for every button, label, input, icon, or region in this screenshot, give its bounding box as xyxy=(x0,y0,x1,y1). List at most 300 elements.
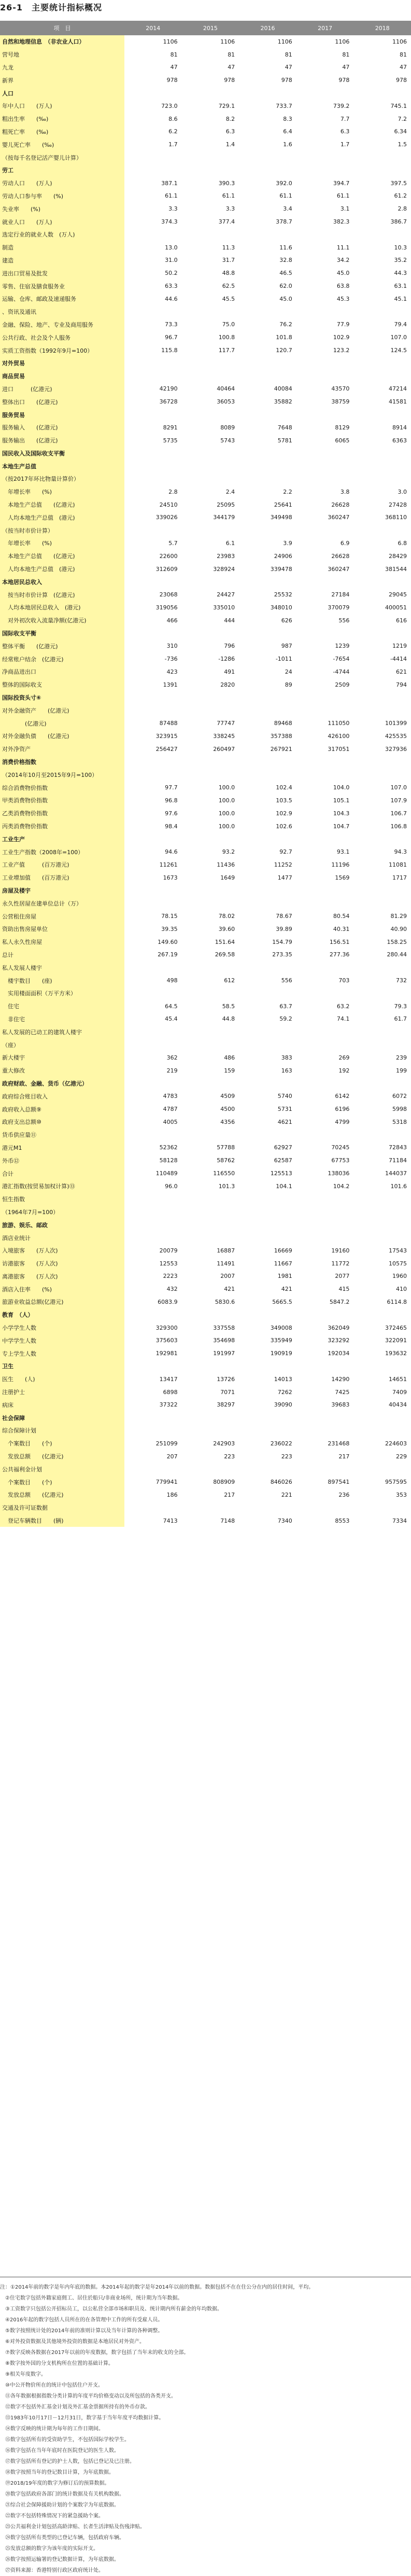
cell-value: 7413 xyxy=(163,1517,178,1524)
cell-value: 329300 xyxy=(155,1324,178,1331)
table-row xyxy=(0,639,411,652)
cell-value xyxy=(182,151,239,164)
row-label: 本地居民总收入 xyxy=(0,575,124,588)
cell-value: 125513 xyxy=(270,1170,292,1177)
table-row xyxy=(0,421,411,434)
cell-value: 100.0 xyxy=(218,784,235,791)
cell-value: 10575 xyxy=(389,1260,407,1267)
table-row xyxy=(0,563,411,576)
cell-value xyxy=(182,459,239,472)
cell-value: 104.3 xyxy=(333,810,350,817)
cell-value: 221 xyxy=(281,1491,292,1498)
row-label: 失业率 (%) xyxy=(0,202,124,215)
cell-value: 58128 xyxy=(159,1157,178,1164)
table-row xyxy=(0,151,411,164)
row-label: 年增长率 (%) xyxy=(0,537,124,550)
cell-value xyxy=(296,768,354,781)
footnote: ㉑综合社会保障援助计划的个案数字为年底数据。 xyxy=(0,2502,119,2508)
cell-value xyxy=(353,447,411,460)
row-label: 楼宇数目 (座) xyxy=(0,974,124,987)
cell-value: 96.8 xyxy=(165,797,178,804)
cell-value: 217 xyxy=(338,1453,350,1460)
cell-value: 3.3 xyxy=(168,205,178,213)
row-label: 年增长率 (%) xyxy=(0,485,124,498)
cell-value: 13.0 xyxy=(165,244,178,251)
table-row xyxy=(0,344,411,357)
cell-value: 236 xyxy=(338,1491,350,1498)
cell-value xyxy=(239,524,296,537)
cell-value: 124.5 xyxy=(390,347,407,354)
cell-value: 2.2 xyxy=(283,488,292,495)
row-label: 资助出售房屋单位 xyxy=(0,923,124,936)
cell-value: 63.3 xyxy=(165,283,178,290)
cell-value: 733.7 xyxy=(276,102,292,109)
cell-value: 8089 xyxy=(220,424,235,431)
cell-value xyxy=(124,87,182,100)
cell-value: 36053 xyxy=(217,398,235,406)
cell-value: 47 xyxy=(170,64,178,71)
cell-value: 199 xyxy=(396,1067,407,1074)
cell-value: 17543 xyxy=(389,1247,407,1254)
cell-value: 45.5 xyxy=(222,295,235,302)
cell-value: 1106 xyxy=(163,38,178,45)
cell-value: 1239 xyxy=(335,643,350,650)
footnote: ⑲2018/19年度的数字为修订后的预算数据。 xyxy=(0,2481,110,2486)
cell-value xyxy=(353,1129,411,1141)
cell-value: 92.7 xyxy=(279,848,292,856)
cell-value: 93.1 xyxy=(336,848,350,856)
cell-value: 3.4 xyxy=(283,205,292,213)
row-label: 病床 xyxy=(0,1398,124,1411)
cell-value: 377.4 xyxy=(218,218,235,226)
cell-value xyxy=(296,627,354,640)
cell-value: 5847.2 xyxy=(329,1298,350,1305)
row-label: 甲类消费物价指数 xyxy=(0,794,124,807)
cell-value: 357388 xyxy=(270,732,292,740)
cell-value xyxy=(353,627,411,640)
cell-value: 339026 xyxy=(155,514,178,521)
table-row xyxy=(0,74,411,87)
cell-value xyxy=(182,1077,239,1090)
cell-value: 6072 xyxy=(392,1093,407,1100)
row-label: 劳动人口 (万人) xyxy=(0,177,124,190)
footnote: ⑨相关年度数字。 xyxy=(0,2372,46,2377)
cell-value: 87488 xyxy=(159,720,178,727)
row-label: 实质工资指数（1992年9月=100） xyxy=(0,344,124,357)
page-title: 26-1 主要统计指标概况 xyxy=(0,3,103,12)
cell-value xyxy=(296,1025,354,1038)
cell-value: 63.1 xyxy=(394,283,407,290)
cell-value: -7654 xyxy=(333,656,350,663)
cell-value: 1106 xyxy=(277,38,292,45)
table-row xyxy=(0,1154,411,1167)
row-label: 私人发展的已动工的建筑人楼宇 xyxy=(0,1025,124,1038)
cell-value: 269.58 xyxy=(215,951,235,958)
cell-value: 104.0 xyxy=(333,784,350,791)
cell-value: 24510 xyxy=(159,501,178,508)
cell-value xyxy=(124,228,182,241)
table-row xyxy=(0,1231,411,1244)
cell-value: 57788 xyxy=(217,1144,235,1151)
cell-value: 61.7 xyxy=(394,1015,407,1023)
cell-value: 362 xyxy=(166,1054,178,1061)
cell-value xyxy=(239,1231,296,1244)
row-label: 工业生产指数（2008年=100） xyxy=(0,845,124,858)
cell-value xyxy=(353,832,411,845)
row-label: 建造 xyxy=(0,254,124,267)
cell-value: 338245 xyxy=(213,732,235,740)
cell-value xyxy=(296,961,354,974)
cell-value: 115.8 xyxy=(161,347,178,354)
cell-value: 192981 xyxy=(155,1350,178,1357)
cell-value: 45.4 xyxy=(165,1015,178,1023)
cell-value: 6.2 xyxy=(168,128,178,135)
cell-value: 149.60 xyxy=(158,938,178,945)
cell-value: 6363 xyxy=(392,437,407,444)
cell-value xyxy=(239,305,296,318)
cell-value: 339478 xyxy=(270,565,292,573)
table-row xyxy=(0,1475,411,1488)
cell-value xyxy=(239,408,296,421)
row-label: 离港旅客 (万人次) xyxy=(0,1270,124,1283)
cell-value: 277.36 xyxy=(329,951,350,958)
cell-value xyxy=(182,305,239,318)
cell-value: 70245 xyxy=(331,1144,350,1151)
cell-value: 466 xyxy=(166,617,178,624)
row-label: 政府收入总额⑨ xyxy=(0,1103,124,1116)
cell-value: 104.2 xyxy=(333,1182,350,1190)
footnote: ⑭数字反映的统计期为每年的工作日期间。 xyxy=(0,2426,104,2432)
cell-value: 4799 xyxy=(335,1118,350,1125)
cell-value xyxy=(353,1206,411,1219)
row-label: 本地生产总值 (亿港元) xyxy=(0,498,124,511)
cell-value: 62.0 xyxy=(279,283,292,290)
cell-value: 5740 xyxy=(277,1093,292,1100)
cell-value xyxy=(353,1501,411,1514)
cell-value: 11.3 xyxy=(222,244,235,251)
cell-value: 191997 xyxy=(213,1350,235,1357)
cell-value: 7262 xyxy=(277,1388,292,1396)
table-row xyxy=(0,1218,411,1231)
cell-value xyxy=(239,164,296,177)
cell-value xyxy=(239,961,296,974)
row-label: （1964年7月=100） xyxy=(0,1206,124,1219)
cell-value: 63.8 xyxy=(336,283,350,290)
footnote: ⑪各年数据根据指数分类计算的年度平均价格变动以及所包括的各类开支。 xyxy=(0,2393,176,2399)
cell-value xyxy=(239,1077,296,1090)
table-row xyxy=(0,61,411,74)
table-row xyxy=(0,498,411,511)
cell-value: 40464 xyxy=(217,385,235,393)
row-label: 对外初次收入流量净额(亿港元) xyxy=(0,614,124,627)
table-row xyxy=(0,280,411,293)
cell-value xyxy=(296,897,354,910)
cell-value: 368110 xyxy=(385,514,407,521)
cell-value xyxy=(296,370,354,383)
cell-value: 260497 xyxy=(213,745,235,753)
cell-value: 100.0 xyxy=(218,810,235,817)
cell-value xyxy=(182,987,239,1000)
footnote: ⑯数字包括在当年年底时在医院登记的医生人数。 xyxy=(0,2448,119,2454)
cell-value: 72843 xyxy=(389,1144,407,1151)
table-row xyxy=(0,1038,411,1051)
table-row xyxy=(0,1051,411,1064)
cell-value xyxy=(239,1038,296,1051)
cell-value: 96.0 xyxy=(165,1182,178,1190)
table-row xyxy=(0,305,411,318)
cell-value: 556 xyxy=(281,977,292,984)
cell-value: 79.3 xyxy=(394,1002,407,1010)
cell-value: 111050 xyxy=(328,720,350,727)
cell-value: 8.6 xyxy=(168,115,178,122)
cell-value: 34.2 xyxy=(336,257,350,264)
table-row xyxy=(0,383,411,396)
cell-value: 25532 xyxy=(274,591,292,598)
cell-value xyxy=(353,1193,411,1206)
cell-value xyxy=(296,164,354,177)
row-label: 劳工 xyxy=(0,164,124,177)
cell-value: 32.8 xyxy=(279,257,292,264)
cell-value: 107.9 xyxy=(390,797,407,804)
cell-value xyxy=(124,1193,182,1206)
header-year: 2015 xyxy=(182,21,239,35)
cell-value xyxy=(182,1218,239,1231)
cell-value: 323292 xyxy=(328,1337,350,1344)
cell-value: 5735 xyxy=(163,437,178,444)
cell-value xyxy=(239,1360,296,1373)
table-row xyxy=(0,331,411,344)
cell-value xyxy=(124,1231,182,1244)
row-label: （按每千名登记活产婴儿计算） xyxy=(0,151,124,164)
cell-value xyxy=(124,768,182,781)
row-label: 服务贸易 xyxy=(0,408,124,421)
row-label: 人均本地生产总值 (港元) xyxy=(0,511,124,524)
table-row xyxy=(0,241,411,254)
table-row xyxy=(0,1103,411,1116)
cell-value: 421 xyxy=(281,1286,292,1293)
row-label: 政府支出总额⑩ xyxy=(0,1116,124,1129)
cell-value: 397.5 xyxy=(390,179,407,187)
cell-value: 6.8 xyxy=(398,539,407,547)
row-label: 消费价格指数 xyxy=(0,756,124,769)
table-row xyxy=(0,936,411,949)
cell-value xyxy=(182,1411,239,1424)
cell-value: 978 xyxy=(281,77,292,84)
row-label: 婴儿死亡率 (‰) xyxy=(0,138,124,151)
row-label: 劳动人口参与率 (%) xyxy=(0,190,124,203)
cell-value xyxy=(296,1231,354,1244)
cell-value: 80.54 xyxy=(333,913,350,920)
cell-value xyxy=(182,961,239,974)
cell-value: 6.4 xyxy=(283,128,292,135)
cell-value xyxy=(296,151,354,164)
cell-value xyxy=(296,1206,354,1219)
cell-value: 28429 xyxy=(389,552,407,560)
cell-value xyxy=(353,164,411,177)
cell-value: 344179 xyxy=(213,514,235,521)
cell-value: 47 xyxy=(400,64,407,71)
cell-value: 61.1 xyxy=(222,192,235,200)
table-row xyxy=(0,524,411,537)
cell-value: 207 xyxy=(166,1453,178,1460)
cell-value: 7648 xyxy=(277,424,292,431)
row-label: 旅游、娱乐、邮政 xyxy=(0,1218,124,1231)
cell-value: 897541 xyxy=(328,1479,350,1486)
table-row xyxy=(0,1334,411,1347)
cell-value: 1391 xyxy=(163,681,178,688)
table-row xyxy=(0,614,411,627)
cell-value: 42190 xyxy=(159,385,178,393)
row-label: 社会保障 xyxy=(0,1411,124,1424)
cell-value: 319056 xyxy=(155,604,178,611)
cell-value: 31.0 xyxy=(165,257,178,264)
cell-value: 1649 xyxy=(220,874,235,881)
footnote: ⑬1983年10月17日－12月31日，数字基于当年年度平均数据计算。 xyxy=(0,2415,164,2421)
cell-value: 239 xyxy=(396,1054,407,1061)
cell-value xyxy=(296,228,354,241)
cell-value xyxy=(124,164,182,177)
table-row xyxy=(0,974,411,987)
cell-value xyxy=(239,1463,296,1475)
cell-value: 62587 xyxy=(274,1157,292,1164)
cell-value: 394.7 xyxy=(333,179,350,187)
cell-value: 381544 xyxy=(385,565,407,573)
cell-value: 151.64 xyxy=(215,938,235,945)
cell-value: 498 xyxy=(166,977,178,984)
cell-value: 19160 xyxy=(331,1247,350,1254)
cell-value: 44.8 xyxy=(222,1015,235,1023)
cell-value: 25095 xyxy=(217,501,235,508)
table-body xyxy=(0,35,411,1527)
table-row xyxy=(0,1167,411,1180)
table-row xyxy=(0,743,411,756)
cell-value: 794 xyxy=(396,681,407,688)
row-label: 金融、保险、地产、专业及商用服务 xyxy=(0,318,124,331)
cell-value xyxy=(239,459,296,472)
cell-value: 102.4 xyxy=(276,784,292,791)
cell-value xyxy=(239,832,296,845)
cell-value: 102.9 xyxy=(276,810,292,817)
header-year: 2014 xyxy=(124,21,182,35)
row-label: 人口 xyxy=(0,87,124,100)
cell-value xyxy=(182,1038,239,1051)
cell-value: 23983 xyxy=(217,552,235,560)
table-row xyxy=(0,1424,411,1437)
row-label: 酒店入住率 (%) xyxy=(0,1283,124,1296)
cell-value xyxy=(296,1218,354,1231)
cell-value xyxy=(353,1308,411,1321)
cell-value: 43570 xyxy=(331,385,350,393)
row-label: 公共福利金计划 xyxy=(0,1463,124,1475)
cell-value xyxy=(239,151,296,164)
cell-value: 35882 xyxy=(274,398,292,406)
cell-value: 3.0 xyxy=(398,488,407,495)
row-label: 政府综合账目收入 xyxy=(0,1090,124,1103)
table-row xyxy=(0,588,411,601)
cell-value: 40084 xyxy=(274,385,292,393)
footnote: ㉗资料来源：香港特别行政区政府统计处。 xyxy=(0,2568,104,2573)
cell-value xyxy=(124,1077,182,1090)
cell-value: 39.35 xyxy=(161,925,178,932)
table-row xyxy=(0,318,411,331)
cell-value xyxy=(124,884,182,897)
cell-value xyxy=(239,87,296,100)
cell-value xyxy=(124,1038,182,1051)
cell-value: 81 xyxy=(342,51,350,58)
cell-value xyxy=(182,524,239,537)
footnote: ⑫数字不包括外汇基金计划及外汇基金票据所持有的外币存款。 xyxy=(0,2404,150,2410)
cell-value: 62927 xyxy=(274,1144,292,1151)
cell-value: 3.1 xyxy=(340,205,350,213)
row-label: 制造 xyxy=(0,241,124,254)
row-label: 专上学生人数 xyxy=(0,1347,124,1360)
cell-value xyxy=(296,575,354,588)
cell-value: 280.44 xyxy=(387,951,407,958)
footnote: ⑤数字按照统计处的2014年前的准则计算以及当年计算的各种调整。 xyxy=(0,2328,163,2334)
cell-value: 61.1 xyxy=(165,192,178,200)
cell-value: 267921 xyxy=(270,745,292,753)
cell-value: 63.7 xyxy=(279,1002,292,1010)
cell-value xyxy=(296,305,354,318)
cell-value: 4621 xyxy=(277,1118,292,1125)
cell-value: 327936 xyxy=(385,745,407,753)
cell-value: 8914 xyxy=(392,424,407,431)
cell-value: 231468 xyxy=(328,1440,350,1447)
footnote: ⑧数字按外国的分支机构所在位置的基础计算。 xyxy=(0,2361,114,2366)
cell-value: 425535 xyxy=(385,732,407,740)
cell-value xyxy=(296,447,354,460)
table-row xyxy=(0,447,411,460)
cell-value: 106.8 xyxy=(390,823,407,830)
cell-value: 75.0 xyxy=(222,321,235,328)
cell-value: 71184 xyxy=(389,1157,407,1164)
header-year: 2017 xyxy=(296,21,354,35)
table-row xyxy=(0,652,411,665)
footnote: ⑩中公开物价所在的统计中包括住户开支。 xyxy=(0,2383,103,2388)
cell-value xyxy=(239,575,296,588)
cell-value: 1569 xyxy=(335,874,350,881)
cell-value: 2.8 xyxy=(168,488,178,495)
cell-value: 11436 xyxy=(217,861,235,868)
cell-value: 7409 xyxy=(392,1388,407,1396)
cell-value: 4787 xyxy=(163,1106,178,1113)
cell-value xyxy=(124,1308,182,1321)
row-label: 新界 xyxy=(0,74,124,87)
cell-value xyxy=(353,1231,411,1244)
cell-value: 4005 xyxy=(163,1118,178,1125)
cell-value: 335949 xyxy=(270,1337,292,1344)
table-row xyxy=(0,164,411,177)
table-row xyxy=(0,138,411,151)
cell-value xyxy=(239,447,296,460)
row-label: 小学学生人数 xyxy=(0,1321,124,1334)
cell-value: 378.7 xyxy=(276,218,292,226)
cell-value: 94.6 xyxy=(165,848,178,856)
table-row xyxy=(0,1501,411,1514)
table-row xyxy=(0,113,411,126)
cell-value: 11.1 xyxy=(336,244,350,251)
table-row xyxy=(0,910,411,923)
cell-value xyxy=(353,768,411,781)
cell-value xyxy=(296,524,354,537)
table-row xyxy=(0,871,411,884)
row-label: 港汇指数(按贸易加权计算)⑬ xyxy=(0,1180,124,1193)
row-label: 访港旅客 (万人次) xyxy=(0,1257,124,1270)
table-row xyxy=(0,1013,411,1026)
row-label: 服务输出 (亿港元) xyxy=(0,434,124,447)
cell-value: 1106 xyxy=(335,38,350,45)
cell-value: 621 xyxy=(396,668,407,675)
